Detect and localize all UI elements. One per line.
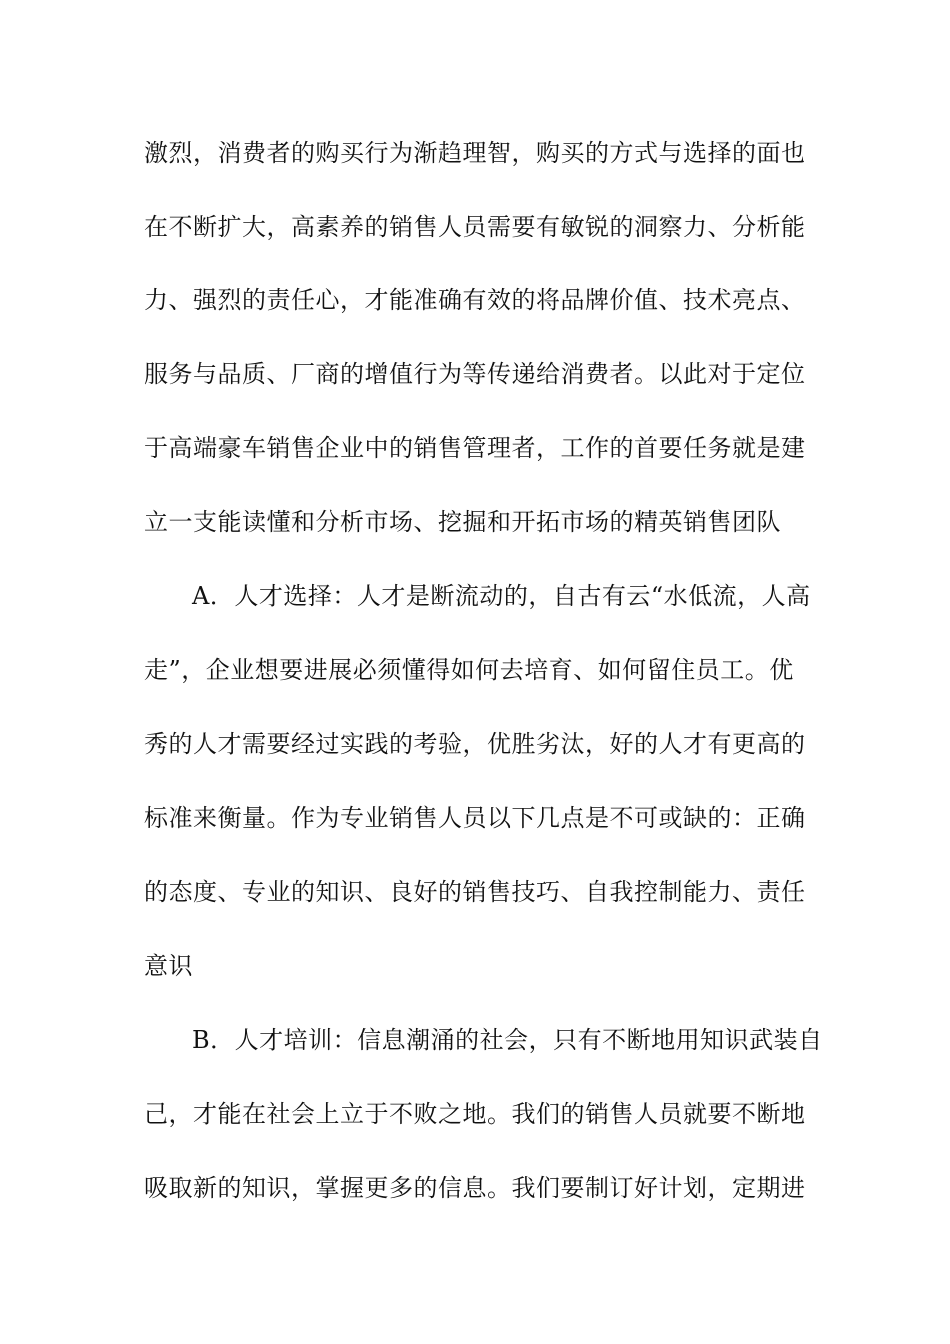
paragraph-3-line-2: 己，才能在社会上立于不败之地。我们的销售人员就要不断地	[144, 1100, 806, 1128]
paragraph-2-line-6: 意识	[144, 952, 193, 980]
paragraph-1-line-1: 激烈，消费者的购买行为渐趋理智，购买的方式与选择的面也	[144, 139, 806, 167]
paragraph-1-line-3: 力、强烈的责任心，才能准确有效的将品牌价值、技术亮点、	[144, 286, 806, 314]
paragraph-2-line-4: 标准来衡量。作为专业销售人员以下几点是不可或缺的：正确	[144, 804, 806, 832]
paragraph-3-line-3: 吸取新的知识，掌握更多的信息。我们要制订好计划，定期进	[144, 1174, 806, 1202]
paragraph-1-line-6: 立一支能读懂和分析市场、挖掘和开拓市场的精英销售团队	[144, 508, 781, 536]
paragraph-3-line-1: B．人才培训：信息潮涌的社会，只有不断地用知识武装自	[192, 1026, 823, 1054]
paragraph-2-line-2: 走”，企业想要进展必须懂得如何去培育、如何留住员工。优	[144, 656, 794, 684]
paragraph-1-line-2: 在不断扩大，高素养的销售人员需要有敏锐的洞察力、分析能	[144, 213, 806, 241]
paragraph-2-line-3: 秀的人才需要经过实践的考验，优胜劣汰，好的人才有更高的	[144, 730, 806, 758]
paragraph-2-line-5: 的态度、专业的知识、良好的销售技巧、自我控制能力、责任	[144, 878, 806, 906]
paragraph-1-line-4: 服务与品质、厂商的增值行为等传递给消费者。以此对于定位	[144, 360, 806, 388]
paragraph-1-line-5: 于高端豪车销售企业中的销售管理者，工作的首要任务就是建	[144, 434, 806, 462]
paragraph-2-line-1: A．人才选择：人才是断流动的，自古有云“水低流，人高	[192, 582, 811, 610]
